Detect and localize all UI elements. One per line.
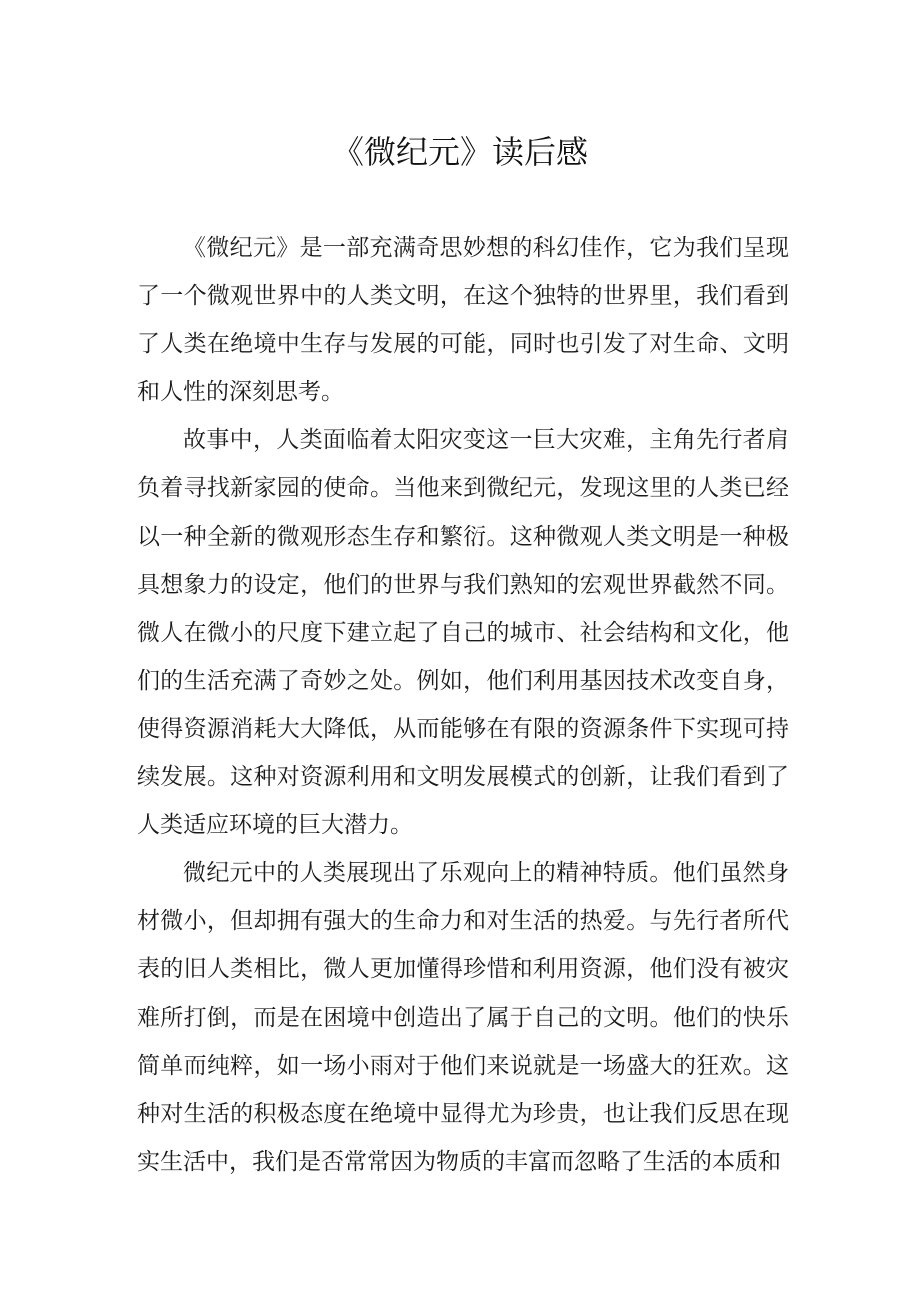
paragraph-2: 故事中，人类面临着太阳灾变这一巨大灾难，主角先行者肩负着寻找新家园的使命。当他来到微纪元，发现这里的人类已经以一种全新的微观形态生存和繁衍。这种微观人类文明是一种极具想象力的设定，他们的世界与我们熟知的宏观世界截然不同。微人在微小的尺度下建立起了自己的城市、社会结构和文化，他们的生活充满了奇妙之处。例如，他们利用基因技术改变自身，使得资源消耗大大降低，从而能够在有限的资源条件下实现可持续发展。这种对资源利用和文明发展模式的创新，让我们看到了人类适应环境的巨大潜力。 xyxy=(137,427,789,839)
document-body xyxy=(137,224,789,1186)
paragraph-1: 《微纪元》是一部充满奇思妙想的科幻佳作，它为我们呈现了一个微观世界中的人类文明，在这个独特的世界里，我们看到了人类在绝境中生存与发展的可能，同时也引发了对生命、文明和人性的深刻思考。 xyxy=(137,235,789,406)
paragraph-3: 微纪元中的人类展现出了乐观向上的精神特质。他们虽然身材微小，但却拥有强大的生命力和对生活的热爱。与先行者所代表的旧人类相比，微人更加懂得珍惜和利用资源，他们没有被灾难所打倒，而是在困境中创造出了属于自己的文明。他们的快乐简单而纯粹，如一场小雨对于他们来说就是一场盛大的狂欢。这种对生活的积极态度在绝境中显得尤为珍贵，也让我们反思在现实生活中，我们是否常常因为物质的丰富而忽略了生活的本质和 xyxy=(137,860,789,1175)
document-title: 《微纪元》读后感 xyxy=(331,133,588,171)
